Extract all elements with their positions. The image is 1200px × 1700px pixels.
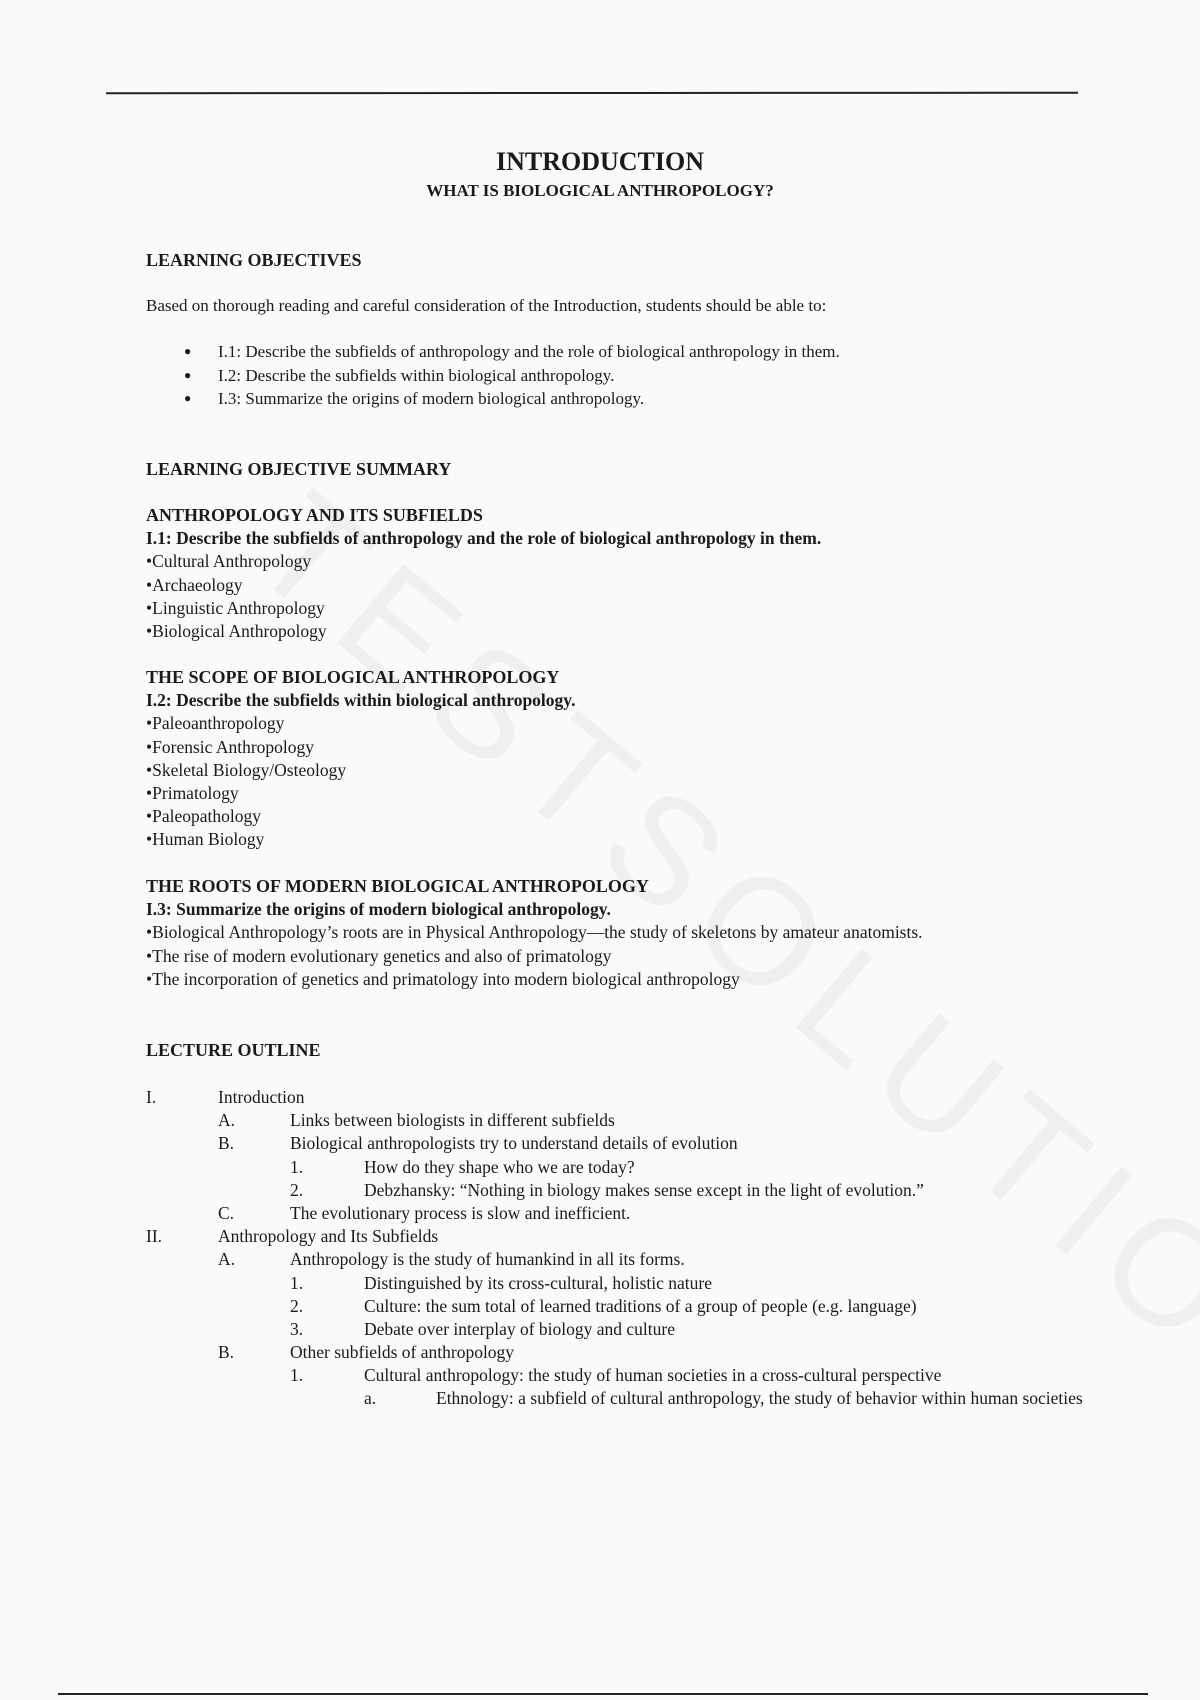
objective-item: [182, 340, 840, 364]
bullet-item: • Biological Anthropology’s roots are in Physical Anthropology—the study of skeletons by amateur anatomists.: [146, 921, 923, 944]
outline-row: [146, 1387, 1096, 1433]
outline-marker: A.: [218, 1249, 236, 1270]
outline-text: Biological anthropologists try to understand details of evolution: [290, 1133, 738, 1154]
outline-text: Culture: the sum total of learned traditions of a group of people (e.g. language): [364, 1295, 917, 1316]
outline-row: [146, 1364, 1096, 1387]
outline-row: [146, 1202, 1096, 1225]
outline-row: [146, 1225, 1096, 1248]
bullet-item: • Primatology: [146, 782, 575, 805]
outline-marker: I.: [146, 1087, 157, 1107]
summary-section-scope: [146, 666, 575, 852]
learning-objectives-list: [182, 340, 840, 411]
outline-text: How do they shape who we are today?: [364, 1156, 635, 1177]
bullet-item: • Biological Anthropology: [146, 620, 821, 643]
outline-row: [146, 1318, 1096, 1341]
bullet-item: • Paleoanthropology: [146, 712, 575, 735]
top-rule: [106, 92, 1078, 95]
objective-code: I.3: [218, 389, 237, 408]
bullet-item: • The incorporation of genetics and primatology into modern biological anthropology: [146, 968, 923, 991]
outline-marker: 2.: [290, 1179, 304, 1200]
page-title: INTRODUCTION: [495, 147, 705, 176]
objective-text: : Describe the subfields of anthropology and the role of biological anthropology in them.: [236, 342, 840, 361]
objective-text: : Summarize the origins of modern biological anthropology.: [236, 389, 645, 408]
summary-section-subfields: [146, 504, 821, 643]
outline-row: [146, 1109, 1096, 1132]
learning-objectives-heading: LEARNING OBJECTIVES: [146, 250, 362, 270]
objective-text: : Describe the subfields within biological anthropology.: [236, 365, 615, 385]
bullet-item: • Archaeology: [146, 574, 821, 597]
bullet-item: • The rise of modern evolutionary genetics and also of primatology: [146, 945, 923, 968]
outline-text: Anthropology is the study of humankind in all its forms.: [290, 1249, 685, 1270]
outline-text: The evolutionary process is slow and inefficient.: [290, 1202, 631, 1223]
outline-row: [146, 1341, 1096, 1364]
bullet-item: • Forensic Anthropology: [146, 736, 575, 759]
outline-marker: 1.: [290, 1272, 304, 1293]
objective-code: I.2: [218, 365, 237, 385]
outline-marker: a.: [364, 1388, 377, 1409]
bullet-item: • Linguistic Anthropology: [146, 597, 821, 620]
outline-marker: II.: [146, 1226, 163, 1247]
outline-text: Debate over interplay of biology and culture: [364, 1318, 676, 1339]
outline-row: [146, 1156, 1096, 1179]
page-subtitle: WHAT IS BIOLOGICAL ANTHROPOLOGY?: [426, 181, 774, 200]
outline-marker: 3.: [290, 1318, 304, 1339]
outline-row: [146, 1248, 1096, 1271]
section-objective: I.2: Describe the subfields within biological anthropology.: [146, 690, 576, 711]
outline-row: [146, 1295, 1096, 1318]
outline-marker: A.: [218, 1110, 236, 1131]
section-title: THE SCOPE OF BIOLOGICAL ANTHROPOLOGY: [146, 667, 560, 687]
outline-marker: 1.: [290, 1156, 304, 1177]
outline-text: Anthropology and Its Subfields: [218, 1226, 439, 1247]
outline-text: Distinguished by its cross-cultural, holistic nature: [364, 1272, 713, 1293]
summary-section-roots: [146, 875, 923, 991]
objective-item: [182, 387, 840, 411]
outline-text: Introduction: [218, 1087, 305, 1107]
outline-marker: B.: [218, 1342, 235, 1363]
outline-text: Ethnology: a subfield of cultural anthropology, the study of behavior within human societies: [436, 1388, 1083, 1409]
bullet-item: • Paleopathology: [146, 805, 575, 828]
outline-row: [146, 1086, 1096, 1109]
section-objective: I.3: Summarize the origins of modern biological anthropology.: [146, 899, 611, 920]
bullet-item: • Cultural Anthropology: [146, 550, 821, 573]
outline-marker: B.: [218, 1133, 235, 1154]
outline-text: Debzhansky: “Nothing in biology makes sense except in the light of evolution.”: [364, 1179, 924, 1200]
objective-code: I.1: [218, 342, 237, 361]
summary-heading: LEARNING OBJECTIVE SUMMARY: [146, 459, 452, 479]
bullet-item: • Human Biology: [146, 828, 575, 851]
outline-row: [146, 1179, 1096, 1202]
outline-marker: C.: [218, 1202, 235, 1223]
outline-marker: 1.: [290, 1365, 304, 1386]
section-title: THE ROOTS OF MODERN BIOLOGICAL ANTHROPOLOGY: [146, 876, 649, 896]
outline-row: [146, 1132, 1096, 1155]
outline-marker: 2.: [290, 1295, 304, 1316]
bottom-rule: [58, 1693, 1148, 1695]
learning-objectives-intro: Based on thorough reading and careful consideration of the Introduction, students should be able to:: [146, 296, 827, 315]
section-title: ANTHROPOLOGY AND ITS SUBFIELDS: [146, 505, 483, 525]
outline-text: Links between biologists in different subfields: [290, 1110, 615, 1131]
outline-text: Other subfields of anthropology: [290, 1342, 515, 1363]
lecture-outline-heading: LECTURE OUTLINE: [146, 1040, 321, 1060]
lecture-outline: [146, 1086, 1096, 1434]
bullet-item: • Skeletal Biology/Osteology: [146, 759, 575, 782]
objective-item: [182, 364, 840, 388]
outline-text: Cultural anthropology: the study of human societies in a cross-cultural perspective: [364, 1365, 942, 1386]
outline-row: [146, 1272, 1096, 1295]
section-objective: I.1: Describe the subfields of anthropology and the role of biological anthropology in them.: [146, 528, 822, 549]
